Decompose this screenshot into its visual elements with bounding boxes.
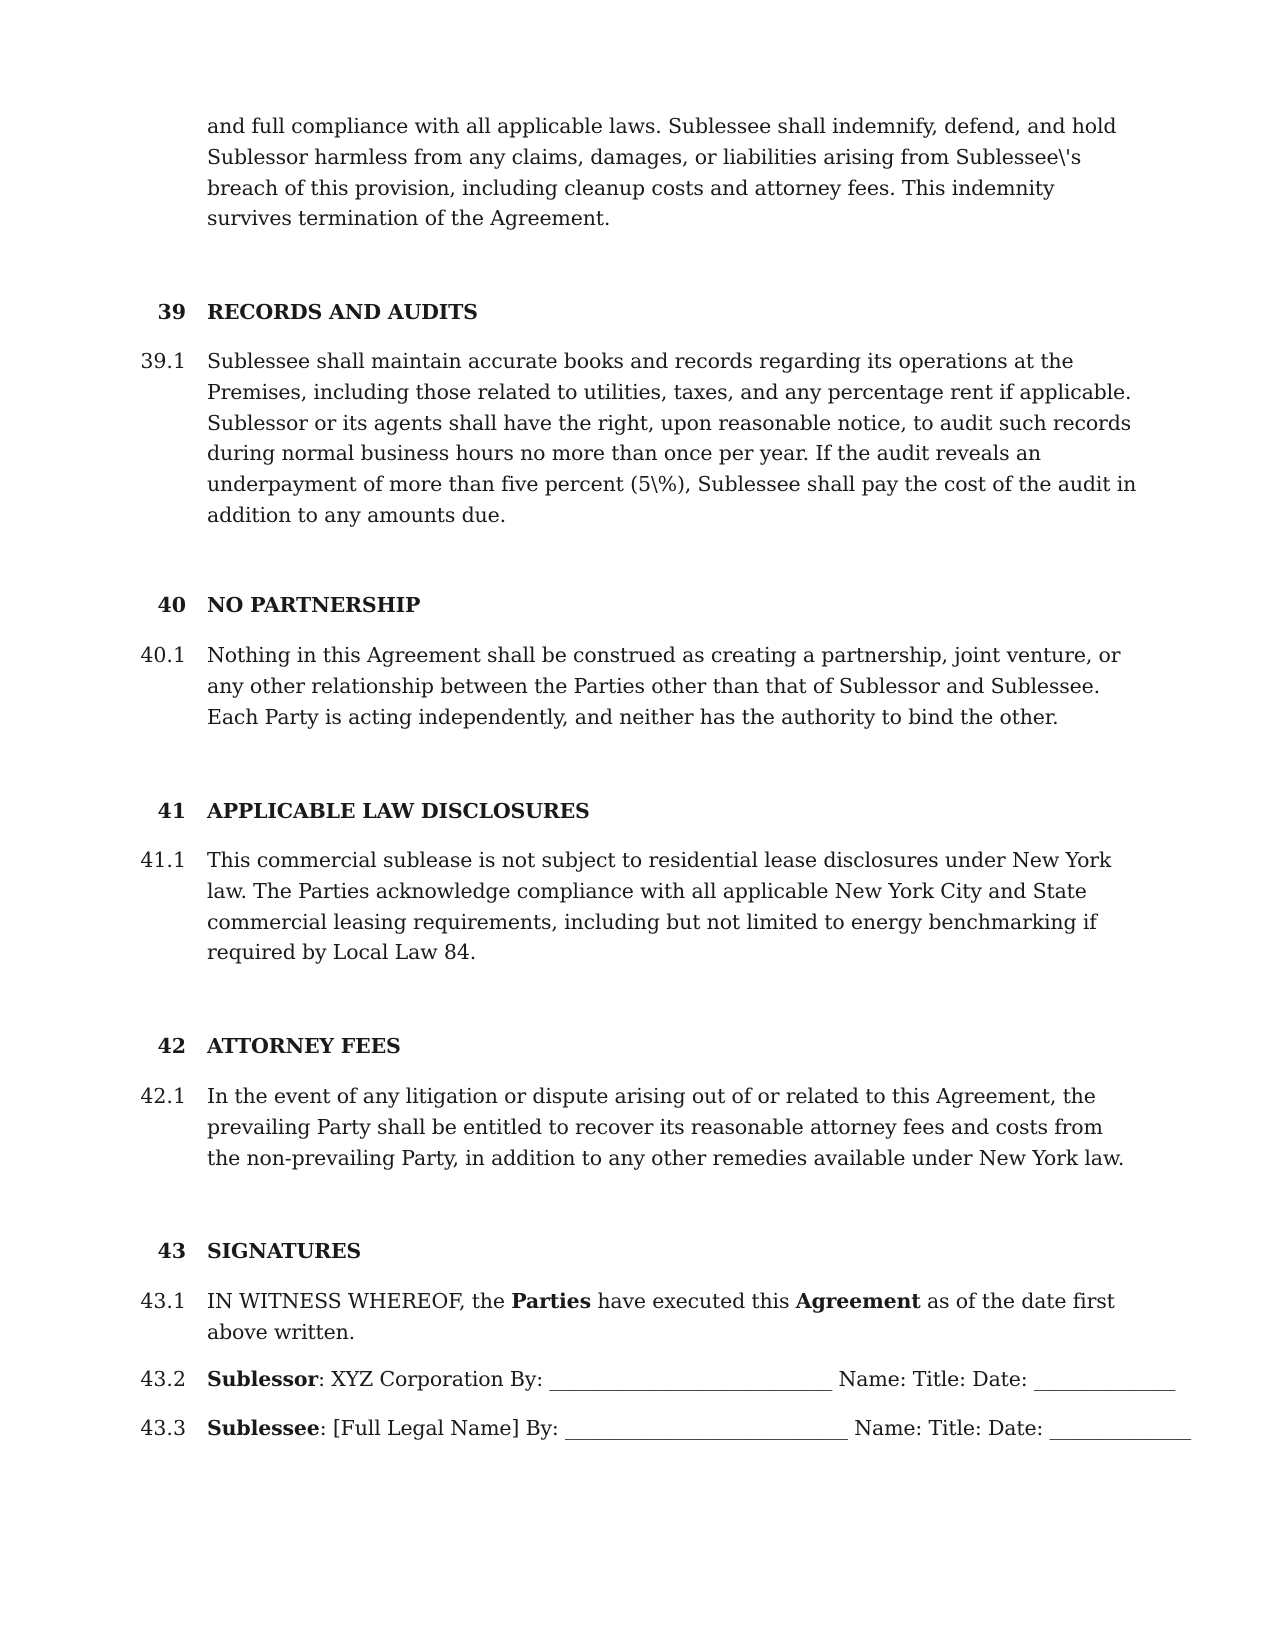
clause-number: 39.1 bbox=[140, 349, 186, 373]
section-heading: ATTORNEY FEES bbox=[207, 1034, 401, 1058]
section-heading: RECORDS AND AUDITS bbox=[207, 300, 478, 324]
clause-text: Sublessee shall maintain accurate books and records regarding its operations at the Premises, including those related to utilities, taxes, and any percentage rent if applicable. Sublessor or its agents shall have the right, upon reasonable notice, to audit such records during normal business hours no more than once per year. If the audit reveals an underpayment of more than five percent (5\%), Sublessee shall pay the cost of the audit in addition to any amounts due. bbox=[207, 349, 1137, 527]
witness-clause bbox=[207, 1286, 1137, 1348]
sublessee-signature-text: : [Full Legal Name] By: ____________________________ Name: Title: Date: ______________ bbox=[319, 1416, 1191, 1440]
sublessor-signature-text: : XYZ Corporation By: ____________________________ Name: Title: Date: ______________ bbox=[318, 1367, 1176, 1391]
sublessor-signature-line bbox=[207, 1364, 1176, 1395]
clause-text: This commercial sublease is not subject to residential lease disclosures under New York law. The Parties acknowledge compliance with all applicable New York City and State commercial leasing requirements, including but not limited to energy benchmarking if required by Local Law 84. bbox=[207, 848, 1112, 965]
section-heading: SIGNATURES bbox=[207, 1239, 362, 1263]
continuation-paragraph: and full compliance with all applicable laws. Sublessee shall indemnify, defend, and hold Sublessor harmless from any claims, damages, or liabilities arising from Sublessee\'s breach of this provision, including cleanup costs and attorney fees. This indemnity survives termination of the Agreement. bbox=[207, 114, 1117, 231]
witness-text-1: IN WITNESS WHEREOF, the bbox=[207, 1289, 512, 1313]
section-heading: NO PARTNERSHIP bbox=[207, 593, 421, 617]
clause-number: 43.1 bbox=[140, 1289, 186, 1313]
clause-number: 42.1 bbox=[140, 1084, 186, 1108]
witness-text-3: as of the date first above written. bbox=[207, 1289, 1115, 1344]
parties-term: Parties bbox=[511, 1289, 591, 1313]
clause-number: 41.1 bbox=[140, 848, 186, 872]
section-number: 41 bbox=[157, 799, 186, 823]
section-number: 42 bbox=[157, 1034, 186, 1058]
section-number: 43 bbox=[157, 1239, 186, 1263]
clause-text: Nothing in this Agreement shall be construed as creating a partnership, joint venture, or any other relationship between the Parties other than that of Sublessor and Sublessee. Each Party is acting independently, and neither has the authority to bind the other. bbox=[207, 643, 1121, 729]
section-number: 40 bbox=[157, 593, 186, 617]
clause-text: In the event of any litigation or dispute arising out of or related to this Agreement, the prevailing Party shall be entitled to recover its reasonable attorney fees and costs from the non-prevailing Party, in addition to any other remedies available under New York law. bbox=[207, 1084, 1125, 1170]
clause-number: 40.1 bbox=[140, 643, 186, 667]
sublessee-signature-line bbox=[207, 1413, 1191, 1444]
sublessor-label: Sublessor bbox=[207, 1367, 319, 1391]
section-number: 39 bbox=[157, 300, 186, 324]
clause-number: 43.2 bbox=[140, 1367, 186, 1391]
clause-number: 43.3 bbox=[140, 1416, 186, 1440]
section-heading: APPLICABLE LAW DISCLOSURES bbox=[207, 799, 590, 823]
agreement-term: Agreement bbox=[795, 1289, 921, 1313]
witness-text-2: have executed this bbox=[590, 1289, 796, 1313]
sublessee-label: Sublessee bbox=[207, 1416, 320, 1440]
